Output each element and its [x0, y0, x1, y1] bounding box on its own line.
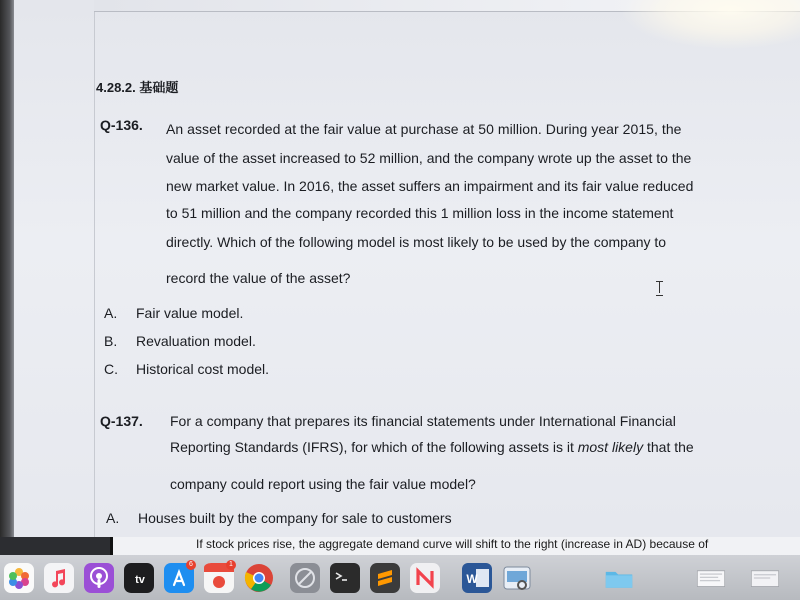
option-text-a: Fair value model. — [136, 305, 244, 321]
emphasis-text: most likely — [577, 439, 644, 455]
folder-icon — [604, 563, 634, 593]
question-text-segment: Reporting Standards (IFRS), for which of the following assets is it — [170, 439, 578, 455]
dock-item-calendar[interactable] — [204, 563, 234, 593]
dock-item-app-store[interactable] — [164, 563, 194, 593]
question-number-q137: Q-137. — [100, 413, 143, 429]
dock-item-apple-tv[interactable] — [124, 563, 154, 593]
dock-item-chrome[interactable] — [244, 563, 274, 593]
question-text-line: An asset recorded at the fair value at purchase at 50 million. During year 2015, the — [166, 121, 682, 137]
dock-item-music[interactable] — [44, 563, 74, 593]
dock-item-word[interactable] — [462, 563, 492, 593]
apple-tv-icon — [124, 563, 154, 593]
question-text-line: record the value of the asset? — [166, 270, 351, 286]
preview-icon — [502, 563, 532, 593]
question-number-q136: Q-136. — [100, 117, 143, 133]
question-text-line: For a company that prepares its financial statements under International Financial — [170, 413, 676, 429]
question-text-line: to 51 million and the company recorded this 1 million loss in the income statement — [166, 205, 674, 221]
terminal-icon — [330, 563, 360, 593]
launchpad-icon — [290, 563, 320, 593]
background-window-text: If stock prices rise, the aggregate demand curve will shift to the right (increase in AD) because of — [196, 537, 709, 551]
word-label: W — [466, 572, 478, 586]
dock-item-sublime-text[interactable] — [370, 563, 400, 593]
window-thumbnail-icon — [696, 563, 726, 593]
option-text-b: Revaluation model. — [136, 333, 256, 349]
question-text-line — [170, 439, 694, 455]
dock-item-photos[interactable] — [4, 563, 34, 593]
chrome-icon — [244, 563, 274, 593]
dock — [0, 555, 800, 600]
window-thumbnail-icon — [750, 563, 780, 593]
notification-badge: 6 — [186, 560, 196, 570]
question-text-line: value of the asset increased to 52 million, and the company wrote up the asset to the — [166, 150, 692, 166]
podcasts-icon — [84, 563, 114, 593]
sublime-text-icon — [370, 563, 400, 593]
text-cursor-icon — [656, 281, 663, 294]
apple-tv-label: tv — [135, 574, 145, 586]
dock-item-window-thumbnail[interactable] — [696, 563, 742, 593]
monitor-bezel — [0, 0, 14, 560]
page-margin-line — [94, 0, 95, 540]
option-text-c: Historical cost model. — [136, 361, 270, 377]
option-letter-a: A. — [104, 305, 118, 321]
question-text-line: directly. Which of the following model is most likely to be used by the company to — [166, 234, 667, 250]
dock-item-folder[interactable] — [604, 563, 638, 593]
news-icon — [410, 563, 440, 593]
dock-item-news[interactable] — [410, 563, 440, 593]
dock-item-launchpad[interactable] — [290, 563, 320, 593]
question-text-line: new market value. In 2016, the asset suffers an impairment and its fair value reduced — [166, 178, 694, 194]
notification-badge: 1 — [226, 560, 236, 570]
option-text-a: Houses built by the company for sale to customers — [138, 510, 452, 526]
question-text-line: company could report using the fair value model? — [170, 476, 476, 492]
option-letter-a: A. — [106, 510, 120, 526]
music-icon — [44, 563, 74, 593]
dock-item-preview[interactable] — [502, 563, 532, 593]
dock-item-podcasts[interactable] — [84, 563, 114, 593]
option-letter-c: C. — [104, 361, 118, 377]
question-text-segment: that the — [643, 439, 694, 455]
dock-item-window-thumbnail[interactable] — [750, 563, 796, 593]
word-icon — [462, 563, 492, 593]
dock-item-terminal[interactable] — [330, 563, 360, 593]
photos-icon — [4, 563, 34, 593]
section-heading: 4.28.2. 基础题 — [96, 80, 179, 95]
option-letter-b: B. — [104, 333, 118, 349]
